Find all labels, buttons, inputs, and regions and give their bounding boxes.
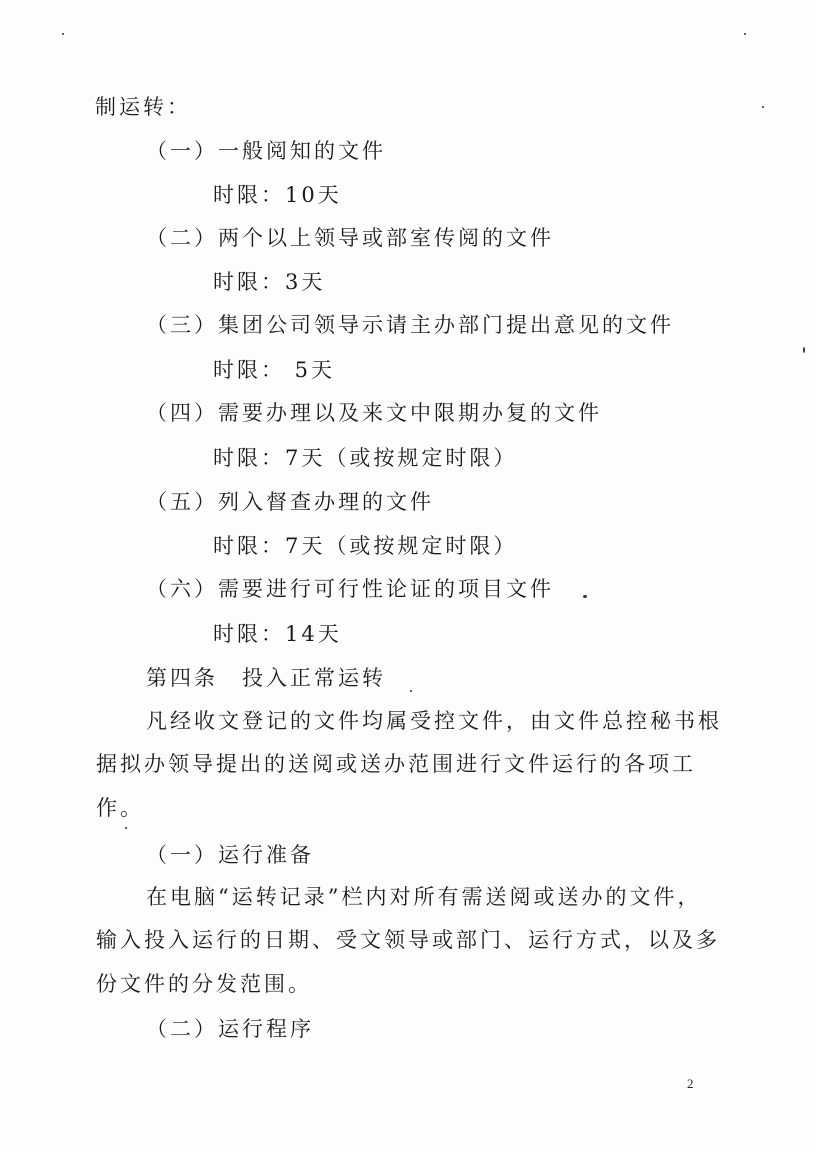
- list-item-heading: （六）需要进行可行性论证的项目文件: [146, 577, 554, 601]
- scan-speck: [62, 33, 64, 35]
- time-limit: 时限：7天（或按规定时限）: [213, 534, 518, 558]
- scan-speck: [125, 827, 127, 829]
- paragraph-line: 据拟办领导提出的送阅或送办范围进行文件运行的各项工: [96, 752, 696, 776]
- list-item-heading: （四）需要办理以及来文中限期办复的文件: [146, 401, 602, 425]
- section-heading: （二）运行程序: [146, 1017, 314, 1041]
- section-heading: （一）运行准备: [146, 843, 314, 867]
- paragraph-line: 在电脑“运转记录”栏内对所有需送阅或送办的文件，: [146, 885, 702, 909]
- paragraph-line: 作。: [96, 796, 144, 820]
- text-line: 制运转：: [95, 95, 191, 119]
- scan-speck: [583, 595, 587, 598]
- list-item-heading: （二）两个以上领导或部室传阅的文件: [146, 226, 554, 250]
- time-limit: 时限： 5天: [213, 358, 336, 382]
- list-item-heading: （三）集团公司领导示请主办部门提出意见的文件: [146, 313, 674, 337]
- article-heading: 第四条 投入正常运转: [146, 666, 386, 690]
- list-item-heading: （一）一般阅知的文件: [146, 139, 386, 163]
- scan-speck: [744, 33, 746, 35]
- scan-speck: [803, 347, 805, 353]
- scan-speck: [762, 106, 764, 108]
- scan-speck: [410, 690, 412, 692]
- time-limit: 时限：3天: [213, 270, 326, 294]
- time-limit: 时限：10天: [213, 183, 342, 207]
- time-limit: 时限：14天: [213, 622, 342, 646]
- paragraph-line: 输入投入运行的日期、受文领导或部门、运行方式，以及多: [96, 928, 720, 952]
- paragraph-line: 凡经收文登记的文件均属受控文件，由文件总控秘书根: [146, 709, 722, 733]
- list-item-heading: （五）列入督查办理的文件: [146, 490, 434, 514]
- paragraph-line: 份文件的分发范围。: [96, 972, 312, 996]
- page-number: 2: [687, 1076, 694, 1091]
- time-limit: 时限：7天（或按规定时限）: [213, 446, 518, 470]
